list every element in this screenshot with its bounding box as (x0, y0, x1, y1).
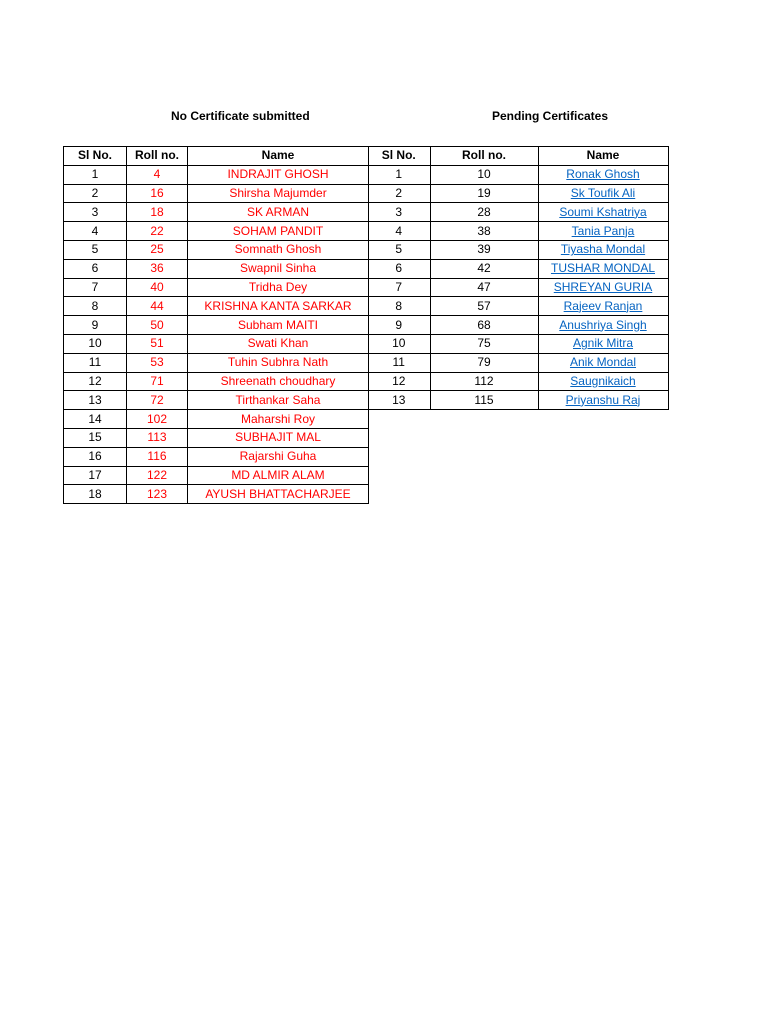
table-row (64, 297, 369, 316)
table-row (368, 203, 668, 222)
roll-no-cell: 38 (430, 222, 538, 241)
roll-no-cell: 40 (127, 278, 188, 297)
sl-no-cell: 15 (64, 428, 127, 447)
sl-no-cell: 18 (64, 485, 127, 504)
name-cell: Tridha Dey (188, 278, 369, 297)
roll-no-cell: 28 (430, 203, 538, 222)
name-cell: SOHAM PANDIT (188, 222, 369, 241)
name-link[interactable]: TUSHAR MONDAL (550, 261, 655, 276)
sl-no-cell: 3 (368, 203, 430, 222)
table-row (64, 165, 369, 184)
roll-no-cell: 36 (127, 259, 188, 278)
sl-no-cell: 10 (64, 334, 127, 353)
name-cell (538, 203, 668, 222)
sl-no-cell: 13 (64, 391, 127, 410)
table-row (64, 410, 369, 429)
sl-no-header: Sl No. (64, 147, 127, 166)
roll-no-cell: 115 (430, 391, 538, 410)
roll-no-cell: 53 (127, 353, 188, 372)
no-certificate-heading: No Certificate submitted (171, 109, 310, 123)
sl-no-cell: 17 (64, 466, 127, 485)
table-row (64, 184, 369, 203)
name-header: Name (188, 147, 369, 166)
sl-no-cell: 6 (64, 259, 127, 278)
roll-no-cell: 50 (127, 316, 188, 335)
table-row (368, 259, 668, 278)
table-row (368, 334, 668, 353)
table-row (64, 203, 369, 222)
sl-no-cell: 13 (368, 391, 430, 410)
name-cell (538, 372, 668, 391)
name-link[interactable]: Anushriya Singh (559, 317, 647, 332)
table-row (64, 259, 369, 278)
roll-no-cell: 116 (127, 447, 188, 466)
name-link[interactable]: Soumi Kshatriya (559, 204, 647, 219)
roll-no-cell: 75 (430, 334, 538, 353)
table-row (368, 297, 668, 316)
roll-no-cell: 39 (430, 240, 538, 259)
name-link[interactable]: Tiyasha Mondal (560, 242, 646, 257)
roll-no-cell: 25 (127, 240, 188, 259)
name-cell: Subham MAITI (188, 316, 369, 335)
sl-no-cell: 16 (64, 447, 127, 466)
sl-no-cell: 10 (368, 334, 430, 353)
roll-no-cell: 44 (127, 297, 188, 316)
roll-no-cell: 112 (430, 372, 538, 391)
sl-no-cell: 7 (64, 278, 127, 297)
roll-no-cell: 79 (430, 353, 538, 372)
roll-no-header: Roll no. (127, 147, 188, 166)
roll-no-cell: 68 (430, 316, 538, 335)
table-row (368, 353, 668, 372)
roll-no-cell: 57 (430, 297, 538, 316)
sl-no-cell: 8 (64, 297, 127, 316)
name-cell: INDRAJIT GHOSH (188, 165, 369, 184)
name-cell (538, 222, 668, 241)
name-cell (538, 353, 668, 372)
roll-no-header: Roll no. (430, 147, 538, 166)
name-link[interactable]: Anik Mondal (569, 355, 637, 370)
sl-no-cell: 3 (64, 203, 127, 222)
table-row (368, 222, 668, 241)
roll-no-cell: 102 (127, 410, 188, 429)
name-cell: Maharshi Roy (188, 410, 369, 429)
table-row (64, 447, 369, 466)
name-cell: AYUSH BHATTACHARJEE (188, 485, 369, 504)
roll-no-cell: 72 (127, 391, 188, 410)
sl-no-cell: 7 (368, 278, 430, 297)
name-cell: KRISHNA KANTA SARKAR (188, 297, 369, 316)
pending-certificates-heading: Pending Certificates (492, 109, 609, 123)
name-cell (538, 316, 668, 335)
name-cell (538, 297, 668, 316)
sl-no-cell: 6 (368, 259, 430, 278)
name-link[interactable]: Rajeev Ranjan (563, 298, 643, 313)
name-cell: Swapnil Sinha (188, 259, 369, 278)
table-row (64, 222, 369, 241)
table-row (64, 240, 369, 259)
table-row (64, 334, 369, 353)
no-certificate-table (63, 146, 369, 504)
table-row (368, 278, 668, 297)
name-cell (538, 278, 668, 297)
sl-no-header: Sl No. (368, 147, 430, 166)
header-row (368, 147, 668, 166)
pending-certificates-table (368, 146, 669, 410)
sl-no-cell: 5 (64, 240, 127, 259)
sl-no-cell: 11 (64, 353, 127, 372)
name-cell: SUBHAJIT MAL (188, 428, 369, 447)
name-cell: Tirthankar Saha (188, 391, 369, 410)
name-link[interactable]: SHREYAN GURIA (553, 279, 653, 294)
table-row (64, 485, 369, 504)
name-cell: SK ARMAN (188, 203, 369, 222)
name-cell (538, 184, 668, 203)
roll-no-cell: 123 (127, 485, 188, 504)
table-row (64, 391, 369, 410)
table-row (64, 278, 369, 297)
name-cell: Swati Khan (188, 334, 369, 353)
name-link[interactable]: Tania Panja (571, 223, 635, 238)
sl-no-cell: 12 (64, 372, 127, 391)
name-cell: Shreenath choudhary (188, 372, 369, 391)
sl-no-cell: 1 (368, 165, 430, 184)
roll-no-cell: 47 (430, 278, 538, 297)
name-header: Name (538, 147, 668, 166)
sl-no-cell: 11 (368, 353, 430, 372)
name-cell (538, 259, 668, 278)
roll-no-cell: 16 (127, 184, 188, 203)
name-cell: Somnath Ghosh (188, 240, 369, 259)
sl-no-cell: 9 (368, 316, 430, 335)
sl-no-cell: 1 (64, 165, 127, 184)
table-row (368, 316, 668, 335)
roll-no-cell: 10 (430, 165, 538, 184)
name-cell: MD ALMIR ALAM (188, 466, 369, 485)
sl-no-cell: 14 (64, 410, 127, 429)
sl-no-cell: 4 (368, 222, 430, 241)
name-link[interactable]: Saugnikaich (570, 373, 636, 388)
table-row (64, 316, 369, 335)
sl-no-cell: 12 (368, 372, 430, 391)
table-row (64, 428, 369, 447)
name-cell (538, 334, 668, 353)
name-link[interactable]: Ronak Ghosh (566, 167, 640, 182)
table-row (64, 466, 369, 485)
name-link[interactable]: Agnik Mitra (572, 336, 634, 351)
roll-no-cell: 42 (430, 259, 538, 278)
name-cell (538, 391, 668, 410)
sl-no-cell: 2 (64, 184, 127, 203)
name-cell (538, 165, 668, 184)
name-cell (538, 240, 668, 259)
sl-no-cell: 2 (368, 184, 430, 203)
table-row (64, 372, 369, 391)
table-row (368, 391, 668, 410)
roll-no-cell: 122 (127, 466, 188, 485)
table-row (368, 184, 668, 203)
sl-no-cell: 5 (368, 240, 430, 259)
roll-no-cell: 18 (127, 203, 188, 222)
table-row (368, 165, 668, 184)
table-row (368, 372, 668, 391)
roll-no-cell: 4 (127, 165, 188, 184)
name-cell: Shirsha Majumder (188, 184, 369, 203)
roll-no-cell: 19 (430, 184, 538, 203)
sl-no-cell: 8 (368, 297, 430, 316)
roll-no-cell: 113 (127, 428, 188, 447)
sl-no-cell: 4 (64, 222, 127, 241)
table-row (64, 353, 369, 372)
name-cell: Tuhin Subhra Nath (188, 353, 369, 372)
roll-no-cell: 71 (127, 372, 188, 391)
header-row (64, 147, 369, 166)
name-link[interactable]: Sk Toufik Ali (570, 185, 636, 200)
name-cell: Rajarshi Guha (188, 447, 369, 466)
sl-no-cell: 9 (64, 316, 127, 335)
name-link[interactable]: Priyanshu Raj (565, 392, 641, 407)
table-row (368, 240, 668, 259)
roll-no-cell: 22 (127, 222, 188, 241)
roll-no-cell: 51 (127, 334, 188, 353)
